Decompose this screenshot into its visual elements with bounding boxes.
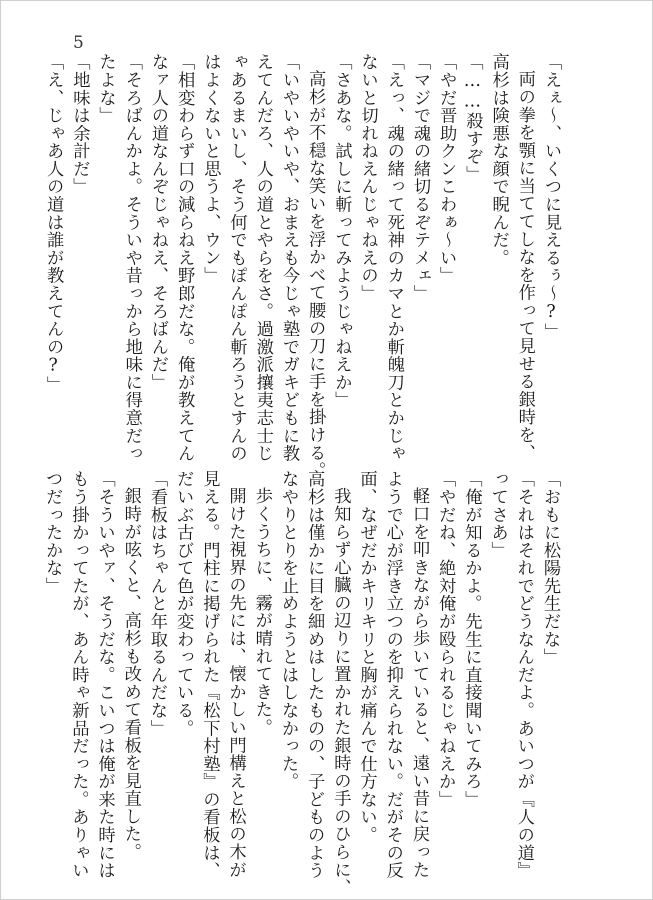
- text-line: 「地味は余計だ」: [69, 53, 90, 196]
- text-line: なァ人の道なんぞじゃねえ、そろばんだ」: [147, 53, 168, 392]
- text-line: 「そろばんかよ。そういや昔っから地味に得意だっ: [121, 53, 142, 463]
- text-line: ようで心が浮き立つのを抑えられない。だがその反: [382, 470, 403, 880]
- text-line: 「看板はちゃんと年取るんだな」: [146, 470, 167, 737]
- text-line: 「おもに松陽先生だな」: [540, 470, 560, 666]
- text-line: 「……殺すぞ」: [462, 53, 483, 183]
- text-line: 両の拳を顎に当ててしなを作って見せる銀時を、: [514, 70, 535, 462]
- text-line: 「えっ、魂の緒って死神のカマとか斬魄刀とかじゃ: [383, 53, 404, 463]
- text-line: 「やだ晋助クンこわぁ〜い」: [436, 53, 457, 285]
- text-line: たよな」: [95, 53, 116, 125]
- text-line: 面、なぜだかキリキリと胸が痛んで仕方ない。: [356, 470, 377, 844]
- text-block-upper: [40, 53, 564, 480]
- text-line: 我知らず心臓の辺りに置かれた銀時の手のひらに、: [330, 487, 351, 897]
- text-line: 「それはそれでどうなんだよ。あいつが『人の道』: [513, 470, 534, 880]
- text-line: 高杉が不穏な笑いを浮かべて腰の刀に手を掛ける。: [305, 70, 326, 480]
- text-line: つだったかな」: [42, 470, 63, 595]
- text-line: ゃあるまいし、そう何でもぽんぽん斬ろうとすんの: [226, 53, 247, 463]
- text-block-lower: [39, 470, 563, 897]
- text-line: 「さあな。試しに斬ってみようじゃねえか」: [331, 53, 352, 409]
- text-line: ってさあ」: [487, 470, 508, 559]
- text-line: もう掛かってたが、あん時ゃ新品だった。ありゃい: [68, 470, 89, 880]
- text-line: えてんだろ、人の道とやらをさ。過激派攘夷志士じ: [252, 53, 273, 463]
- text-line: 「俺が知るかよ。先生に直接聞いてみろ」: [461, 470, 482, 809]
- text-line: 「いやいやいや、おまえも今じゃ塾でガキどもに教: [278, 53, 299, 463]
- text-line: 銀時が呟くと、高杉も改めて看板を見直した。: [120, 487, 141, 861]
- text-line: 高杉は僅かに目を細めはしたものの、子どものよう: [304, 470, 325, 880]
- text-line: 「えぇ〜、いくつに見えるぅ〜?」: [541, 53, 561, 341]
- text-line: 高杉は険悪な顔で睨んだ。: [488, 53, 509, 267]
- text-line: 見える。門柱に掲げられた『松下村塾』の看板は、: [199, 470, 220, 880]
- text-line: 「相変わらず口の減らねえ野郎だな。俺が教えてん: [174, 53, 195, 463]
- text-line: 「やだね、絶対俺が殴られるじゃねえか」: [435, 470, 456, 809]
- text-line: 軽口を叩きながら歩いていると、遠い昔に戻った: [408, 487, 429, 879]
- text-line: だいぶ古びて色が変わっている。: [173, 470, 194, 737]
- text-line: はよくないと思うよ、ウン」: [200, 53, 221, 285]
- text-line: なやりとりを止めようとはしなかった。: [277, 470, 298, 791]
- text-line: 開けた視界の先には、懐かしい門構えと松の木が: [225, 487, 246, 879]
- text-line: 歩くうちに、霧が晴れてきた。: [251, 487, 272, 737]
- text-line: 「そういやァ、そうだな。こいつは俺が来た時には: [94, 470, 115, 880]
- page-number: 5: [73, 33, 84, 53]
- text-line: 「え、じゃあ人の道は誰が教えてんの?」: [43, 53, 64, 394]
- text-line: 「マジで魂の緒切るぞテメェ」: [409, 53, 430, 303]
- text-line: ないと切れねえんじゃねえの」: [357, 53, 378, 303]
